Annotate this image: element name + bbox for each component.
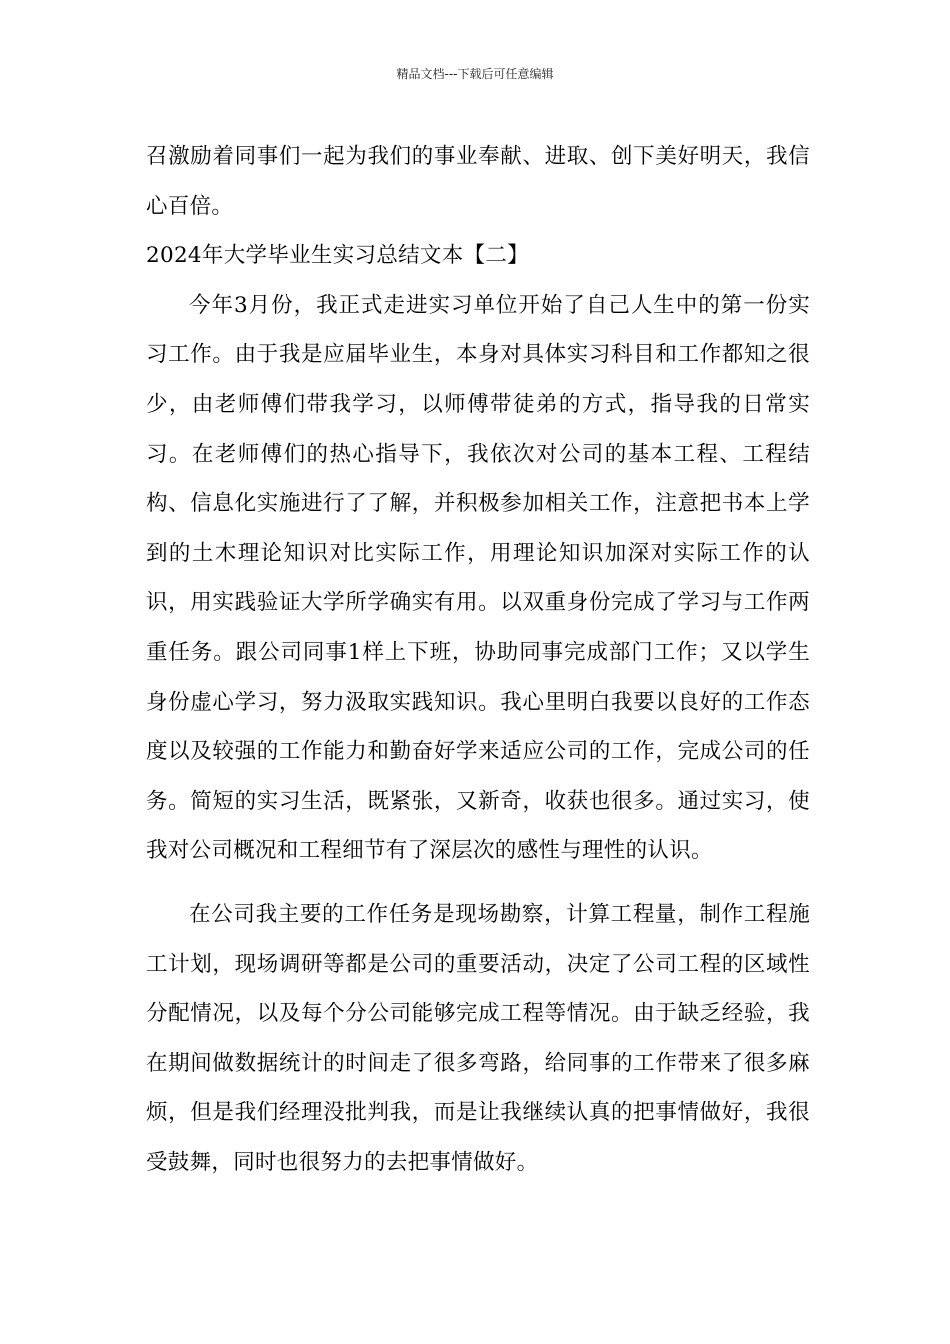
body-paragraph-2: 在公司我主要的工作任务是现场勘察，计算工程量，制作工程施工计划，现场调研等都是公司的重要活动，决定了公司工程的区域性分配情况，以及每个分公司能够完成工程等情况。由于缺乏经验，我在期间做数据统计的时间走了很多弯路，给同事的工作带来了很多麻烦，但是我们经理没批判我，而是让我继续认真的把事情做好，我很受鼓舞，同时也很努力的去把事情做好。 <box>146 901 810 1175</box>
page-header: 精品文档---下载后可任意编辑 <box>396 67 554 81</box>
document-body <box>146 132 810 1187</box>
body-paragraph-1: 今年3月份，我正式走进实习单位开始了自己人生中的第一份实习工作。由于我是应届毕业生，本身对具体实习科目和工作都知之很少，由老师傅们带我学习，以师傅带徒弟的方式，指导我的日常实习。在老师傅们的热心指导下，我依次对公司的基本工程、工程结构、信息化实施进行了了解，并积极参加相关工作，注意把书本上学到的土木理论知识对比实际工作，用理论知识加深对实际工作的认识，用实践验证大学所学确实有用。以双重身份完成了学习与工作两重任务。跟公司同事1样上下班，协助同事完成部门工作；又以学生身份虚心学习，努力汲取实践知识。我心里明白我要以良好的工作态度以及较强的工作能力和勤奋好学来适应公司的工作，完成公司的任务。简短的实习生活，既紧张，又新奇，收获也很多。通过实习，使我对公司概况和工程细节有了深层次的感性与理性的认识。 <box>146 292 810 864</box>
section-title: 2024年大学毕业生实习总结文本【二】 <box>146 243 529 269</box>
continued-paragraph: 召激励着同事们一起为我们的事业奉献、进取、创下美好明天，我信心百倍。 <box>146 144 810 219</box>
